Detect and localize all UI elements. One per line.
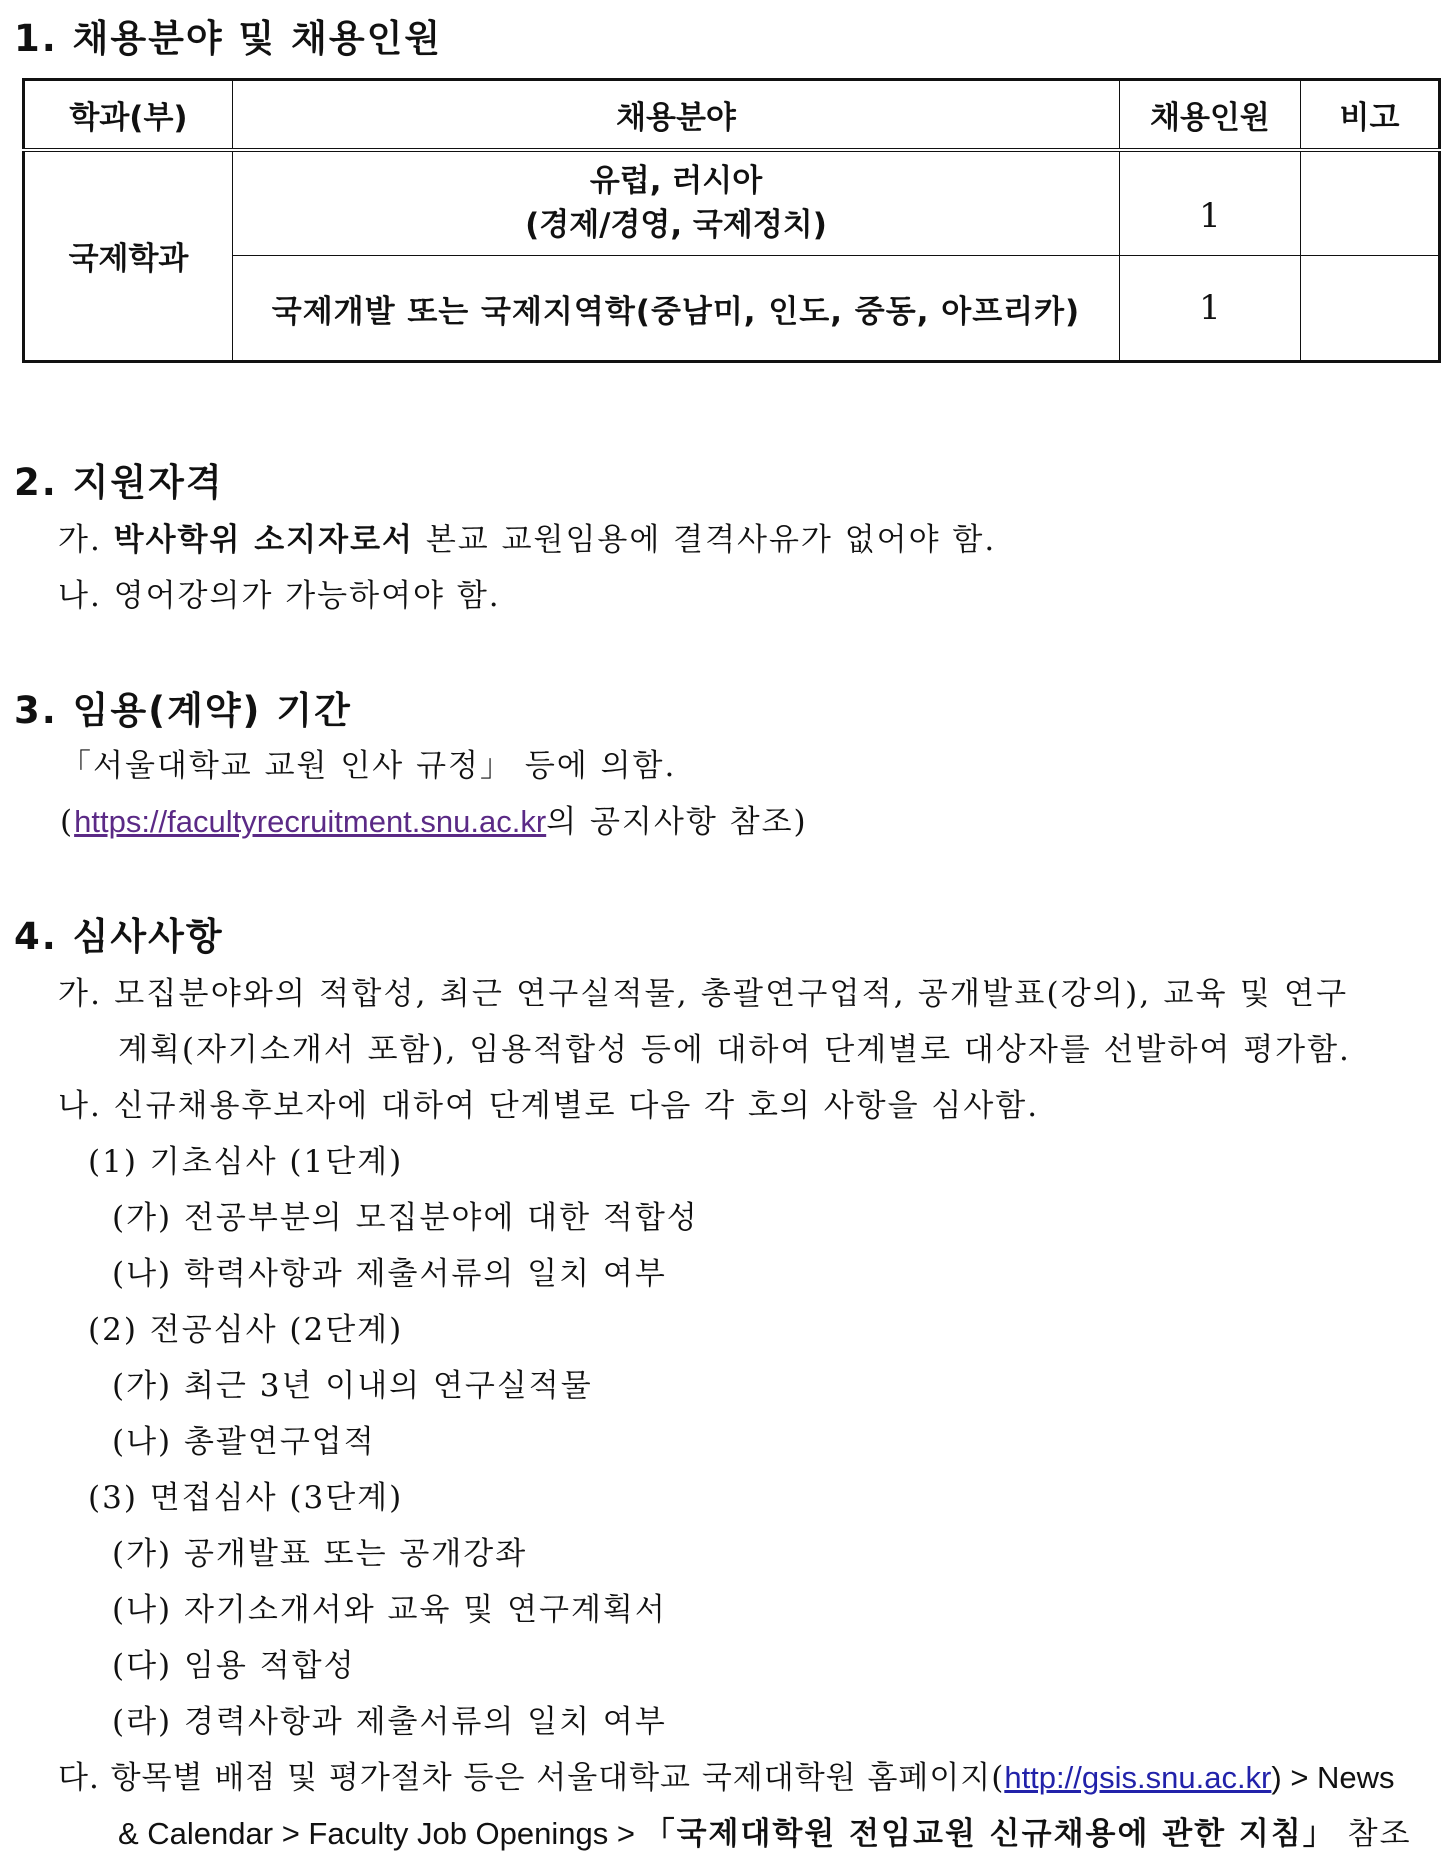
table-row — [24, 150, 1440, 256]
header-note: 비고 — [1301, 80, 1440, 150]
section-1-title: 1. 채용분야 및 채용인원 — [14, 17, 443, 60]
field-cell — [233, 150, 1120, 256]
gsis-link[interactable]: http://gsis.snu.ac.kr — [1004, 1760, 1272, 1795]
count-cell: 1 — [1120, 150, 1301, 256]
department-cell: 국제학과 — [24, 150, 233, 362]
review-c-line-1 — [58, 1752, 1395, 1797]
stage-3-item-d: (라) 경력사항과 제출서류의 일치 여부 — [112, 1704, 667, 1740]
stage-1-item-a: (가) 전공부분의 모집분야에 대한 적합성 — [112, 1200, 699, 1236]
qualification-a — [58, 514, 996, 559]
field-line-2: (경제/경영, 국제정치) — [525, 207, 827, 244]
stage-3-item-c: (다) 임용 적합성 — [112, 1648, 356, 1684]
field-cell: 국제개발 또는 국제지역학(중남미, 인도, 중동, 아프리카) — [233, 256, 1120, 362]
stage-3-item-b: (나) 자기소개서와 교육 및 연구계획서 — [112, 1592, 667, 1628]
review-b: 나. 신규채용후보자에 대하여 단계별로 다음 각 호의 사항을 심사함. — [58, 1088, 1040, 1124]
table-header-row — [24, 80, 1440, 150]
term-paren-open: ( — [60, 804, 75, 840]
review-c2-end: 참조 — [1335, 1816, 1412, 1852]
stage-1-item-b: (나) 학력사항과 제출서류의 일치 여부 — [112, 1256, 667, 1292]
term-rest: 의 공지사항 참조) — [546, 804, 808, 840]
section-2-title: 2. 지원자격 — [14, 461, 224, 504]
review-c2-start: & Calendar > Faculty Job Openings > — [118, 1816, 644, 1851]
qualification-a-prefix: 가. — [58, 522, 114, 558]
recruitment-link[interactable]: https://facultyrecruitment.snu.ac.kr — [74, 804, 547, 839]
note-cell — [1301, 150, 1440, 256]
review-a-line-1: 가. 모집분야와의 적합성, 최근 연구실적물, 총괄연구업적, 공개발표(강의), 교육 및 연구 — [58, 976, 1349, 1012]
count-cell: 1 — [1120, 256, 1301, 362]
section-3-title: 3. 임용(계약) 기간 — [14, 689, 352, 732]
review-c-mid: ) > News — [1271, 1760, 1395, 1795]
header-department: 학과(부) — [24, 80, 233, 150]
qualification-a-bold: 박사학위 소지자로서 — [113, 522, 414, 558]
term-line-2 — [60, 796, 808, 841]
header-field: 채용분야 — [233, 80, 1120, 150]
qualification-b: 나. 영어강의가 가능하여야 함. — [58, 578, 501, 614]
recruitment-table — [22, 78, 1441, 363]
guideline-title: 「국제대학원 전임교원 신규채용에 관한 지침」 — [643, 1816, 1336, 1852]
review-a-line-2: 계획(자기소개서 포함), 임용적합성 등에 대하여 단계별로 대상자를 선발하여 평가함. — [118, 1032, 1351, 1068]
review-c-line-2 — [118, 1808, 1412, 1853]
stage-1-title: (1) 기초심사 (1단계) — [88, 1144, 404, 1180]
stage-3-item-a: (가) 공개발표 또는 공개강좌 — [112, 1536, 528, 1572]
stage-2-item-b: (나) 총괄연구업적 — [112, 1424, 376, 1460]
section-4-title: 4. 심사사항 — [14, 915, 224, 958]
review-c-prefix: 다. 항목별 배점 및 평가절차 등은 서울대학교 국제대학원 홈페이지( — [58, 1760, 1005, 1796]
note-cell — [1301, 256, 1440, 362]
stage-2-item-a: (가) 최근 3년 이내의 연구실적물 — [112, 1368, 593, 1404]
qualification-a-rest: 본교 교원임용에 결격사유가 없어야 함. — [413, 522, 997, 558]
header-count: 채용인원 — [1120, 80, 1301, 150]
field-line-1: 유럽, 러시아 — [589, 163, 763, 200]
stage-3-title: (3) 면접심사 (3단계) — [88, 1480, 404, 1516]
stage-2-title: (2) 전공심사 (2단계) — [88, 1312, 404, 1348]
table-row — [24, 256, 1440, 362]
term-line-1: 「서울대학교 교원 인사 규정」 등에 의함. — [60, 748, 677, 784]
